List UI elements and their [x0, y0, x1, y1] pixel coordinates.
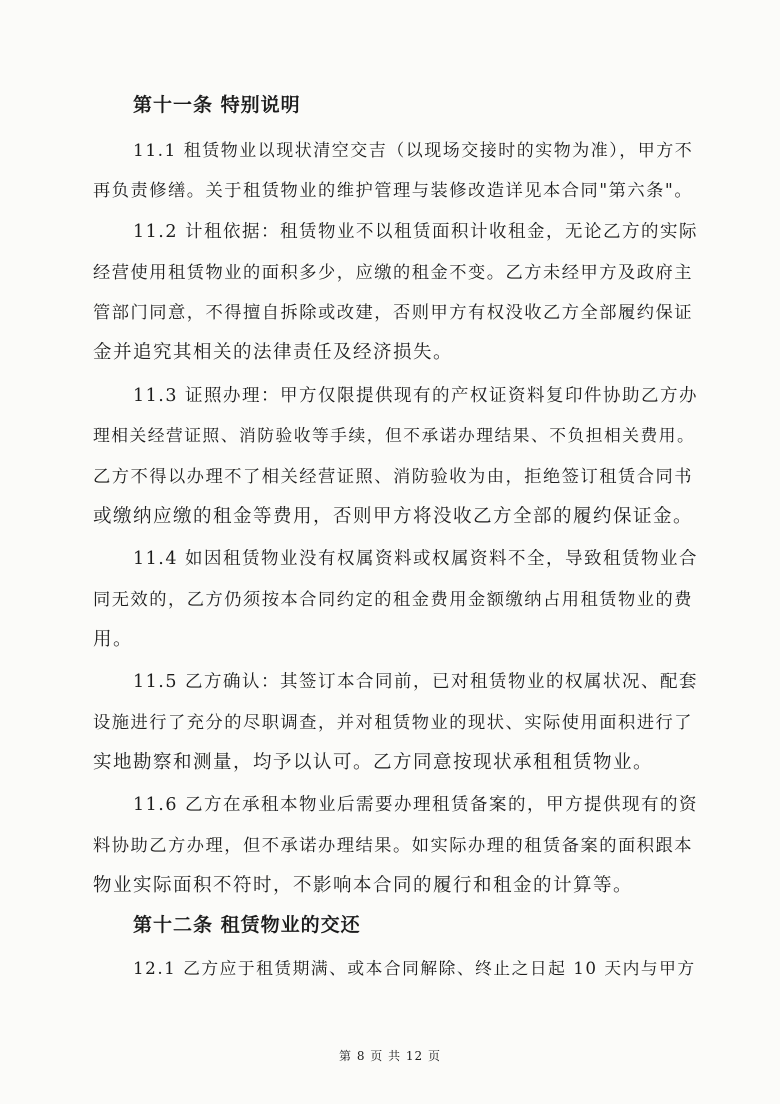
page-footer: 第 8 页 共 12 页 — [339, 1049, 441, 1063]
clause-11-3-line-4: 或缴纳应缴的租金等费用，否则甲方将没收乙方全部的履约保证金。 — [93, 506, 694, 527]
clause-11-6-line-3: 物业实际面积不符时，不影响本合同的履行和租金的计算等。 — [93, 875, 634, 896]
clause-11-6-line-2: 料协助乙方办理，但不承诺办理结果。如实际办理的租赁备案的面积跟本 — [93, 836, 694, 856]
clause-11-5-line-2: 设施进行了充分的尽职调查，并对租赁物业的现状、实际使用面积进行了 — [93, 713, 694, 733]
clause-12-1-line-1: 12.1 乙方应于租赁期满、或本合同解除、终止之日起 10 天内与甲方 — [133, 958, 696, 978]
clause-11-4-line-2: 同无效的，乙方仍须按本合同约定的租金费用金额缴纳占用租赁物业的费 — [93, 590, 694, 610]
clause-11-2-line-2: 经营使用租赁物业的面积多少，应缴的租金不变。乙方未经甲方及政府主 — [93, 263, 694, 283]
clause-11-4-line-3: 用。 — [93, 629, 134, 650]
clause-11-1-line-1: 11.1 租赁物业以现状清空交吉（以现场交接时的实物为准），甲方不 — [133, 141, 694, 161]
clause-11-1-line-2: 再负责修缮。关于租赁物业的维护管理与装修改造详见本合同"第六条"。 — [93, 181, 694, 201]
clause-11-2-line-3: 管部门同意，不得擅自拆除或改建，否则甲方有权没收乙方全部履约保证 — [93, 303, 694, 323]
clause-11-2-line-1: 11.2 计租依据：租赁物业不以租赁面积计收租金，无论乙方的实际 — [133, 222, 699, 242]
clause-11-4-line-1: 11.4 如因租赁物业没有权属资料或权属资料不全，导致租赁物业合 — [133, 549, 699, 569]
clause-11-2-line-4: 金并追究其相关的法律责任及经济损失。 — [93, 342, 454, 363]
article-11-heading: 第十一条 特别说明 — [133, 94, 301, 116]
article-12-heading: 第十二条 租赁物业的交还 — [133, 914, 361, 936]
clause-11-6-line-1: 11.6 乙方在承租本物业后需要办理租赁备案的，甲方提供现有的资 — [133, 795, 699, 815]
clause-11-3-line-1: 11.3 证照办理：甲方仅限提供现有的产权证资料复印件协助乙方办 — [133, 386, 699, 406]
clause-11-5-line-3: 实地勘察和测量，均予以认可。乙方同意按现状承租租赁物业。 — [93, 752, 654, 773]
clause-11-3-line-3: 乙方不得以办理不了相关经营证照、消防验收为由，拒绝签订租赁合同书 — [93, 467, 694, 487]
clause-11-5-line-1: 11.5 乙方确认：其签订本合同前，已对租赁物业的权属状况、配套 — [133, 672, 699, 692]
clause-11-3-line-2: 理相关经营证照、消防验收等手续，但不承诺办理结果、不负担相关费用。 — [93, 425, 696, 445]
